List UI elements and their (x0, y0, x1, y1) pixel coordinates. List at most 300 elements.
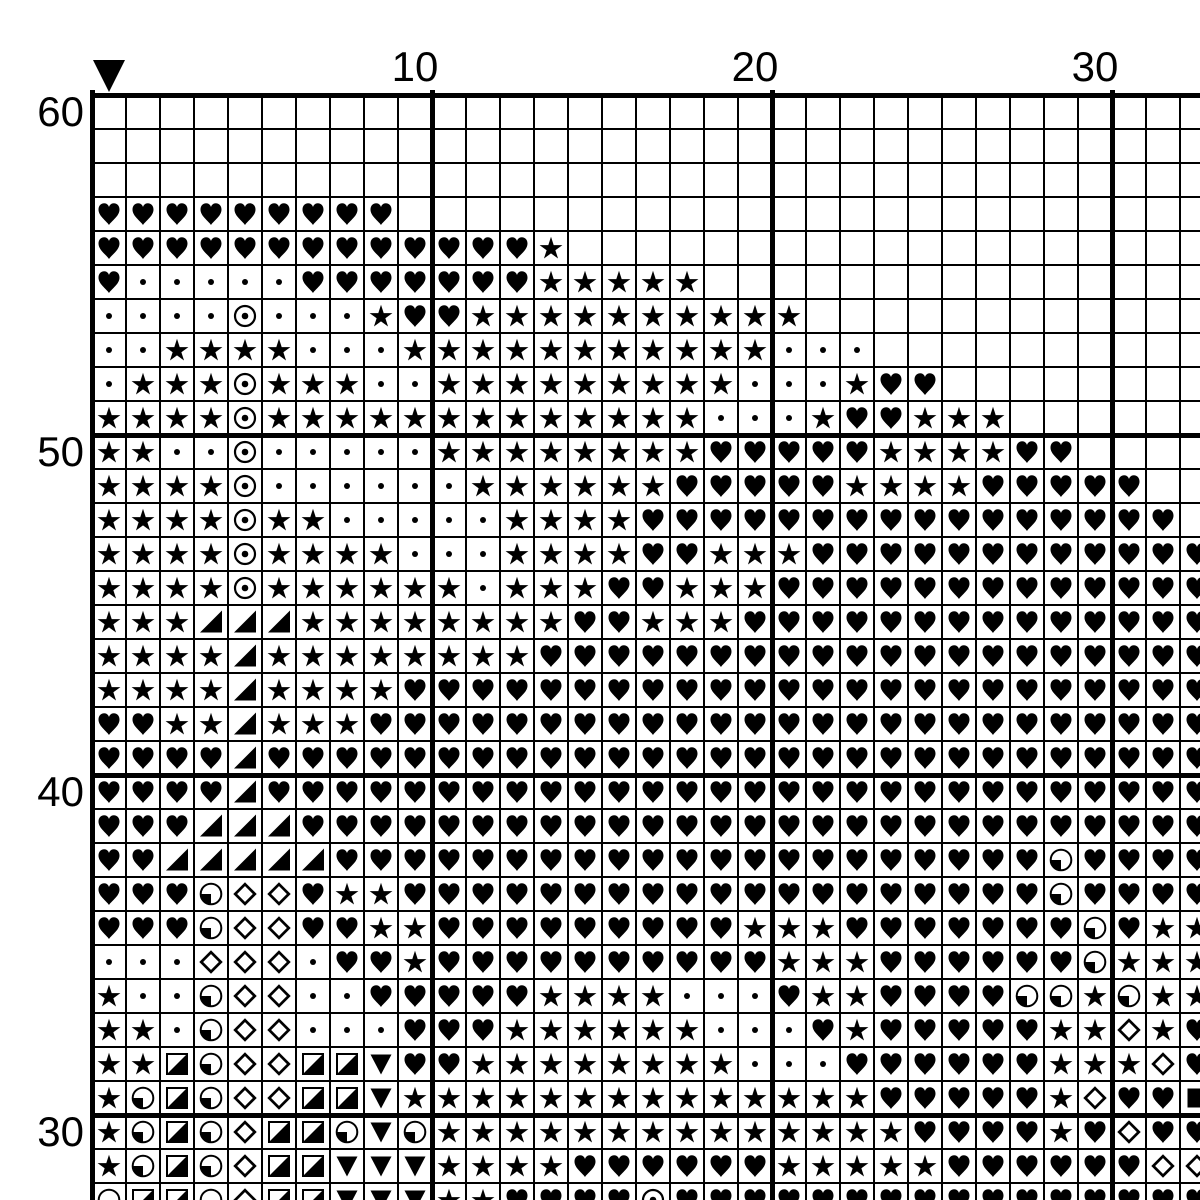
grid-cell (908, 129, 942, 163)
heart-icon (1146, 605, 1180, 639)
grid-cell (194, 537, 228, 571)
star-icon (262, 333, 296, 367)
heart-icon (330, 197, 364, 231)
grid-cell (806, 707, 840, 741)
grid-cell (568, 571, 602, 605)
grid-cell (942, 809, 976, 843)
diamond-outline-icon (262, 911, 296, 945)
grid-cell (194, 469, 228, 503)
star-icon (738, 299, 772, 333)
star-icon (670, 435, 704, 469)
star-icon (602, 1047, 636, 1081)
heart-icon (1180, 877, 1200, 911)
grid-cell (466, 129, 500, 163)
grid-cell (398, 1149, 432, 1183)
grid-cell (874, 775, 908, 809)
star-icon (92, 605, 126, 639)
square-lower-right-half-icon (160, 1047, 194, 1081)
grid-cell (432, 707, 466, 741)
grid-cell (194, 367, 228, 401)
grid-cell (296, 911, 330, 945)
heart-icon (636, 571, 670, 605)
heart-icon (1078, 877, 1112, 911)
star-icon (908, 401, 942, 435)
grid-cell (806, 503, 840, 537)
heart-icon (1146, 1183, 1180, 1200)
star-icon (194, 537, 228, 571)
heart-icon (806, 707, 840, 741)
dot-icon (262, 435, 296, 469)
grid-cell (534, 775, 568, 809)
star-icon (1146, 911, 1180, 945)
grid-cell (296, 571, 330, 605)
grid-cell (364, 401, 398, 435)
heart-icon (500, 843, 534, 877)
grid-cell (670, 231, 704, 265)
star-icon (772, 299, 806, 333)
grid-cell (806, 945, 840, 979)
grid-cell (296, 163, 330, 197)
star-icon (500, 299, 534, 333)
grid-cell (398, 299, 432, 333)
heart-icon (976, 741, 1010, 775)
grid-cell (1010, 979, 1044, 1013)
grid-cell (1112, 333, 1146, 367)
grid-cell (126, 163, 160, 197)
heart-icon (534, 809, 568, 843)
grid-cell (738, 639, 772, 673)
heart-icon (466, 911, 500, 945)
triangle-down-filled-icon (398, 1149, 432, 1183)
grid-cell (772, 299, 806, 333)
circle-quarter-lower-left-icon (92, 1183, 126, 1200)
star-icon (534, 605, 568, 639)
grid-cell (330, 333, 364, 367)
heart-icon (1044, 809, 1078, 843)
heart-icon (1180, 605, 1200, 639)
grid-cell (126, 299, 160, 333)
grid-cell (194, 265, 228, 299)
heart-icon (1010, 503, 1044, 537)
grid-cell (1010, 1149, 1044, 1183)
star-icon (500, 605, 534, 639)
heart-icon (92, 265, 126, 299)
heart-icon (500, 707, 534, 741)
star-icon (194, 503, 228, 537)
grid-cell (772, 1149, 806, 1183)
heart-icon (1180, 1013, 1200, 1047)
grid-cell (296, 197, 330, 231)
grid-cell (602, 1183, 636, 1200)
heart-icon (908, 367, 942, 401)
grid-cell (1112, 809, 1146, 843)
grid-cell (160, 877, 194, 911)
grid-cell (364, 741, 398, 775)
heart-icon (330, 775, 364, 809)
grid-cell (1010, 877, 1044, 911)
grid-cell (806, 605, 840, 639)
grid-cell (364, 197, 398, 231)
grid-cell (738, 333, 772, 367)
square-lower-right-half-icon (330, 1047, 364, 1081)
grid-cell (704, 299, 738, 333)
grid-cell (670, 673, 704, 707)
star-icon (364, 639, 398, 673)
star-icon (874, 1115, 908, 1149)
dot-icon (194, 265, 228, 299)
heart-icon (806, 809, 840, 843)
star-icon (636, 265, 670, 299)
circled-dot-icon (228, 537, 262, 571)
grid-cell (1112, 979, 1146, 1013)
grid-cell (874, 605, 908, 639)
grid-cell (466, 503, 500, 537)
dot-icon (738, 1013, 772, 1047)
star-icon (466, 639, 500, 673)
grid-cell (806, 537, 840, 571)
star-icon (602, 469, 636, 503)
star-icon (670, 1115, 704, 1149)
dot-icon (806, 367, 840, 401)
grid-cell (500, 1081, 534, 1115)
circle-quarter-lower-left-icon (330, 1115, 364, 1149)
grid-cell (704, 197, 738, 231)
grid-cell (466, 1183, 500, 1200)
star-icon (126, 367, 160, 401)
grid-cell (1146, 401, 1180, 435)
grid-cell (874, 231, 908, 265)
star-icon (806, 979, 840, 1013)
heart-icon (908, 979, 942, 1013)
heart-icon (1044, 741, 1078, 775)
heart-icon (1112, 1081, 1146, 1115)
grid-cell (636, 333, 670, 367)
grid-cell (908, 605, 942, 639)
grid-cell (1146, 265, 1180, 299)
heart-icon (568, 673, 602, 707)
grid-cell (942, 333, 976, 367)
heart-icon (602, 741, 636, 775)
star-icon (636, 435, 670, 469)
grid-cell (806, 469, 840, 503)
star-icon (806, 945, 840, 979)
circle-quarter-lower-left-icon (126, 1149, 160, 1183)
heart-icon (704, 741, 738, 775)
grid-cell (1078, 163, 1112, 197)
square-lower-right-half-icon (262, 1115, 296, 1149)
grid-cell (908, 1115, 942, 1149)
heart-icon (670, 1149, 704, 1183)
star-icon (602, 1013, 636, 1047)
grid-cell (194, 809, 228, 843)
heart-icon (976, 843, 1010, 877)
star-icon (364, 605, 398, 639)
heart-icon (908, 571, 942, 605)
grid-cell (398, 945, 432, 979)
grid-cell (942, 741, 976, 775)
heart-icon (160, 775, 194, 809)
heart-icon (840, 639, 874, 673)
heart-icon (534, 741, 568, 775)
grid-cell (228, 299, 262, 333)
grid-cell (1180, 367, 1200, 401)
square-lower-right-half-icon (262, 1149, 296, 1183)
grid-cell (1112, 775, 1146, 809)
heart-icon (398, 231, 432, 265)
heart-icon (1078, 809, 1112, 843)
dot-icon (772, 333, 806, 367)
grid-cell (500, 1047, 534, 1081)
grid-cell (364, 1081, 398, 1115)
grid-cell (976, 95, 1010, 129)
grid-cell (840, 1115, 874, 1149)
grid-cell (636, 707, 670, 741)
diamond-outline-icon (262, 1081, 296, 1115)
heart-icon (1112, 503, 1146, 537)
grid-cell (568, 129, 602, 163)
grid-cell (228, 1115, 262, 1149)
grid-cell (228, 367, 262, 401)
grid-cell (92, 707, 126, 741)
diamond-outline-icon (228, 1081, 262, 1115)
heart-icon (942, 775, 976, 809)
heart-icon (1010, 1115, 1044, 1149)
heart-icon (942, 843, 976, 877)
heart-icon (1180, 843, 1200, 877)
grid-cell (704, 605, 738, 639)
grid-cell (1078, 265, 1112, 299)
grid-cell (1146, 1047, 1180, 1081)
dot-icon (806, 1047, 840, 1081)
grid-cell (636, 605, 670, 639)
heart-icon (670, 707, 704, 741)
grid-cell (364, 1183, 398, 1200)
grid-cell (194, 129, 228, 163)
grid-cell (1044, 469, 1078, 503)
grid-cell (1180, 639, 1200, 673)
grid-cell (942, 1081, 976, 1115)
heart-icon (806, 435, 840, 469)
grid-cell (840, 809, 874, 843)
triangle-lower-right-icon (262, 605, 296, 639)
star-icon (1146, 945, 1180, 979)
grid-cell (466, 1047, 500, 1081)
heart-icon (1112, 911, 1146, 945)
grid-cell (806, 299, 840, 333)
grid-cell (602, 299, 636, 333)
grid-cell (670, 1081, 704, 1115)
heart-icon (1078, 605, 1112, 639)
grid-cell (1146, 1115, 1180, 1149)
grid-cell (908, 469, 942, 503)
grid-cell (1044, 435, 1078, 469)
grid-cell (874, 1047, 908, 1081)
grid-cell (228, 163, 262, 197)
heart-icon (126, 911, 160, 945)
star-icon (500, 1013, 534, 1047)
heart-icon (296, 741, 330, 775)
grid-cell (738, 265, 772, 299)
star-icon (636, 401, 670, 435)
heart-icon (228, 197, 262, 231)
grid-cell (262, 1183, 296, 1200)
grid-cell (568, 163, 602, 197)
grid-cell (330, 265, 364, 299)
grid-cell (806, 1115, 840, 1149)
heart-icon (874, 571, 908, 605)
square-lower-right-half-icon (330, 1081, 364, 1115)
grid-cell (126, 503, 160, 537)
grid-cell (262, 265, 296, 299)
star-icon (160, 571, 194, 605)
grid-cell (364, 945, 398, 979)
star-icon (330, 367, 364, 401)
bold-vertical-line (770, 90, 775, 1200)
grid-cell (466, 1115, 500, 1149)
grid-cell (398, 1047, 432, 1081)
grid-cell (670, 537, 704, 571)
star-icon (568, 265, 602, 299)
grid-cell (262, 911, 296, 945)
grid-cell (1112, 1013, 1146, 1047)
grid-cell (1078, 197, 1112, 231)
dot-icon (228, 265, 262, 299)
grid-cell (160, 1115, 194, 1149)
grid-cell (942, 1115, 976, 1149)
grid-cell (330, 1013, 364, 1047)
grid-cell (840, 1149, 874, 1183)
dot-icon (92, 299, 126, 333)
grid-cell (670, 197, 704, 231)
grid-cell (942, 979, 976, 1013)
heart-icon (908, 605, 942, 639)
triangle-down-filled-icon (364, 1115, 398, 1149)
star-icon (194, 571, 228, 605)
grid-cell (194, 95, 228, 129)
star-icon (534, 299, 568, 333)
grid-cell (1010, 1047, 1044, 1081)
star-icon (636, 979, 670, 1013)
grid-cell (500, 129, 534, 163)
grid-cell (874, 571, 908, 605)
star-icon (976, 401, 1010, 435)
grid-cell (398, 911, 432, 945)
grid-cell (92, 1183, 126, 1200)
grid-cell (772, 435, 806, 469)
grid-cell (1010, 503, 1044, 537)
grid-cell (874, 843, 908, 877)
circle-quarter-lower-left-icon (1112, 979, 1146, 1013)
star-icon (670, 1013, 704, 1047)
heart-icon (534, 843, 568, 877)
grid-cell (942, 877, 976, 911)
star-icon (602, 503, 636, 537)
heart-icon (1044, 469, 1078, 503)
grid-cell (738, 231, 772, 265)
grid-cell (772, 673, 806, 707)
star-icon (92, 1081, 126, 1115)
grid-cell (1010, 571, 1044, 605)
heart-icon (976, 707, 1010, 741)
grid-cell (942, 401, 976, 435)
star-icon (364, 673, 398, 707)
grid-cell (840, 197, 874, 231)
heart-icon (1180, 1115, 1200, 1149)
grid-cell (1146, 197, 1180, 231)
heart-icon (942, 945, 976, 979)
grid-cell (500, 265, 534, 299)
grid-cell (160, 333, 194, 367)
triangle-lower-right-icon (194, 809, 228, 843)
grid-cell (670, 639, 704, 673)
grid-cell (1180, 1149, 1200, 1183)
grid-cell (534, 537, 568, 571)
heart-icon (228, 231, 262, 265)
grid-cell (160, 367, 194, 401)
heart-icon (1112, 537, 1146, 571)
grid-cell (568, 945, 602, 979)
grid-cell (432, 605, 466, 639)
grid-cell (262, 673, 296, 707)
grid-cell (1112, 741, 1146, 775)
grid-cell (1010, 469, 1044, 503)
grid-cell (466, 673, 500, 707)
grid-cell (1044, 877, 1078, 911)
heart-icon (1112, 673, 1146, 707)
grid-cell (534, 265, 568, 299)
grid-cell (1180, 673, 1200, 707)
bold-horizontal-line (90, 433, 1200, 438)
grid-cell (296, 129, 330, 163)
heart-icon (704, 673, 738, 707)
grid-cell (92, 435, 126, 469)
grid-cell (466, 843, 500, 877)
dot-icon (398, 469, 432, 503)
dot-icon (772, 401, 806, 435)
star-icon (704, 571, 738, 605)
grid-cell (1044, 401, 1078, 435)
grid-cell (160, 945, 194, 979)
heart-icon (704, 503, 738, 537)
grid-cell (908, 877, 942, 911)
grid-cell (330, 605, 364, 639)
grid-cell (704, 775, 738, 809)
heart-icon (1112, 707, 1146, 741)
grid-cell (500, 639, 534, 673)
grid-cell (772, 1047, 806, 1081)
star-icon (432, 435, 466, 469)
grid-cell (364, 1013, 398, 1047)
heart-icon (1010, 775, 1044, 809)
heart-icon (432, 979, 466, 1013)
grid-cell (296, 333, 330, 367)
heart-icon (1010, 469, 1044, 503)
grid-cell (228, 333, 262, 367)
grid-cell (432, 435, 466, 469)
star-icon (568, 401, 602, 435)
heart-icon (636, 911, 670, 945)
grid-cell (602, 469, 636, 503)
grid-cell (1010, 129, 1044, 163)
grid-cell (908, 741, 942, 775)
grid-cell (160, 1149, 194, 1183)
heart-icon (806, 639, 840, 673)
heart-icon (1180, 741, 1200, 775)
grid-cell (704, 503, 738, 537)
heart-icon (840, 435, 874, 469)
heart-icon (1010, 1081, 1044, 1115)
grid-cell (432, 299, 466, 333)
